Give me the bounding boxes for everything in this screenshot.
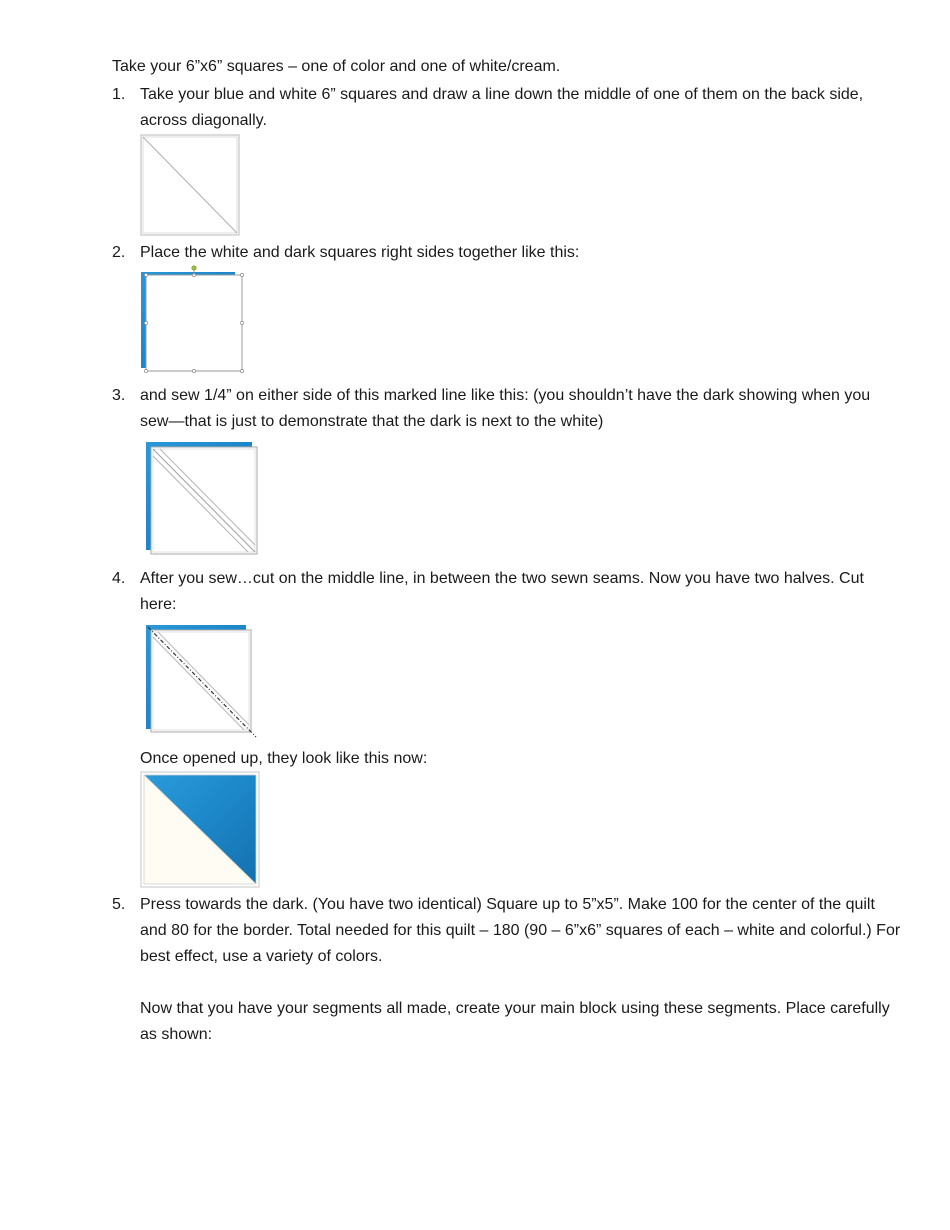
step-text: Take your blue and white 6” squares and draw a line down the middle of one of them on the back side, across diagonally. [140,86,864,129]
intro-text: Take your 6”x6” squares – one of color and one of white/cream. [112,58,561,75]
step-3 [112,383,902,435]
step-4 [112,566,902,618]
step-number: 1. [112,86,126,103]
step-number: 5. [112,896,126,913]
step-text: After you sew…cut on the middle line, in between the two sewn seams. Now you have two halves. Cut here: [140,570,864,613]
closing-text: Now that you have your segments all made, create your main block using these segments. Place carefully as shown: [140,1000,890,1043]
step-text: Place the white and dark squares right sides together like this: [140,244,580,261]
opened-caption: Once opened up, they look like this now: [140,750,428,767]
step-number: 3. [112,387,126,404]
step-text: Press towards the dark. (You have two identical) Square up to 5”x5”. Make 100 for the center of the quilt and 80 for the border. Total needed for this quilt – 180 (90 – 6”x6” squares of each – white and colorful.) For best effect, use a variety of colors. [140,896,901,965]
figure-cut-line [140,624,260,740]
step-2 [112,240,902,266]
step-1 [112,82,902,134]
step-number: 4. [112,570,126,587]
figure-half-square-triangle [140,771,262,889]
figure-squares-together [140,264,250,374]
step-text: and sew 1/4” on either side of this marked line like this: (you shouldn’t have the dark showing when you sew—that is just to demonstrate that the dark is next to the white) [140,387,871,430]
figure-marked-square [140,134,242,238]
step-5 [112,892,902,970]
step-number: 2. [112,244,126,261]
figure-sewn-seams [140,441,262,557]
